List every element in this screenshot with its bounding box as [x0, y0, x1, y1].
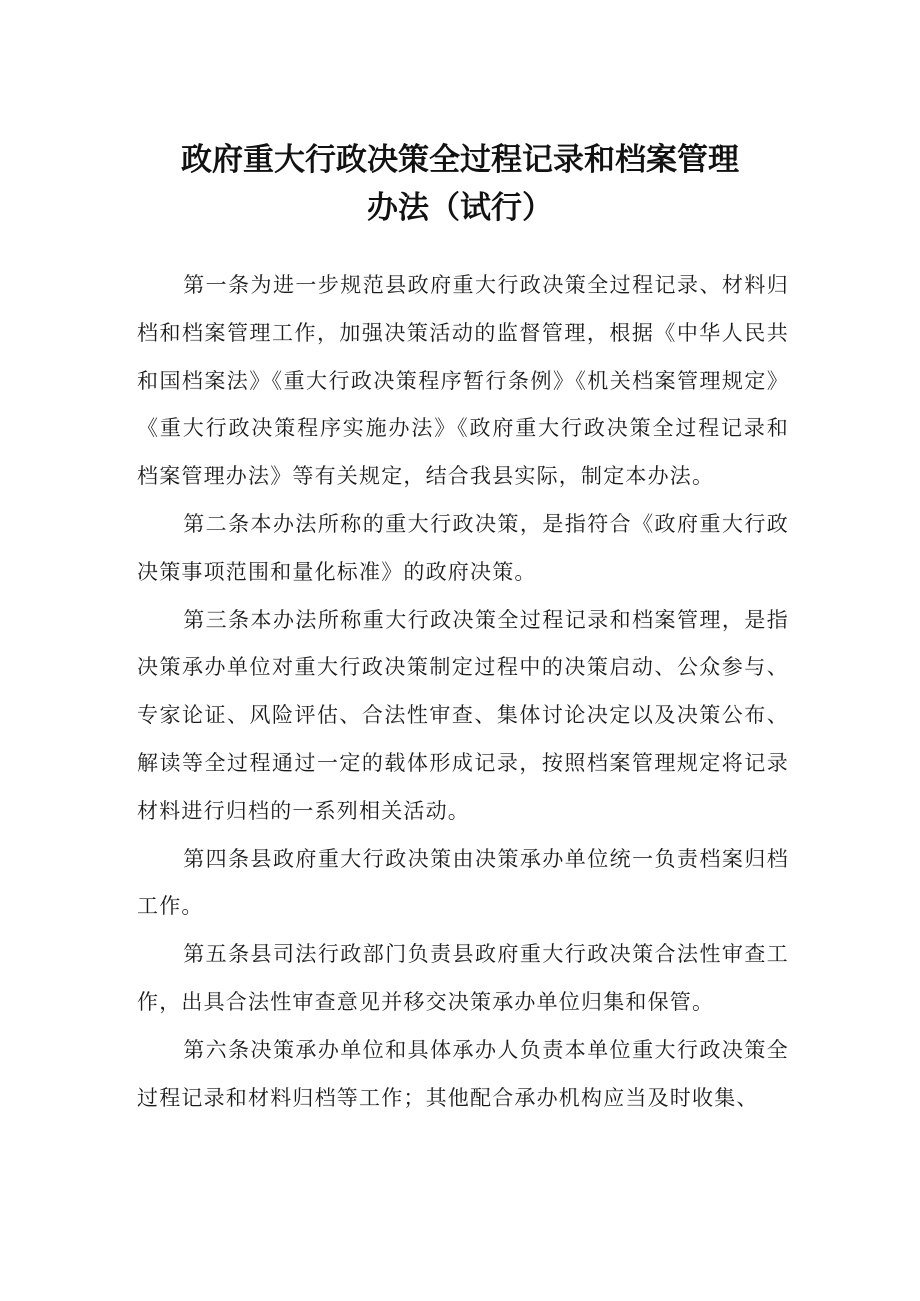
article-5-paragraph: 第五条县司法行政部门负责县政府重大行政决策合法性审查工作，出具合法性审查意见并移交决策承办单位归集和保管。 [137, 942, 789, 1014]
article-6-paragraph: 第六条决策承办单位和具体承办人负责本单位重大行政决策全过程记录和材料归档等工作；其他配合承办机构应当及时收集、 [137, 1037, 789, 1110]
article-1-paragraph: 第一条为进一步规范县政府重大行政决策全过程记录、材料归档和档案管理工作，加强决策活动的监督管理，根据《中华人民共和国档案法》《重大行政决策程序暂行条例》《机关档案管理规定》《重大行政决策程序实施办法》《政府重大行政决策全过程记录和档案管理办法》等有关规定，结合我县实际，制定本办法。 [137, 273, 789, 489]
document-title-line-1: 政府重大行政决策全过程记录和档案管理 [181, 142, 739, 178]
article-4-paragraph: 第四条县政府重大行政决策由决策承办单位统一负责档案归档工作。 [137, 846, 789, 919]
document-body [137, 262, 789, 1122]
article-2-paragraph: 第二条本办法所称的重大行政决策，是指符合《政府重大行政决策事项范围和量化标准》的政府决策。 [137, 511, 789, 584]
document-title-line-2: 办法（试行） [367, 190, 553, 226]
article-3-paragraph: 第三条本办法所称重大行政决策全过程记录和档案管理，是指决策承办单位对重大行政决策制定过程中的决策启动、公众参与、专家论证、风险评估、合法性审查、集体讨论决定以及决策公布、解读等全过程通过一定的载体形成记录，按照档案管理规定将记录材料进行归档的一系列相关活动。 [137, 607, 789, 823]
